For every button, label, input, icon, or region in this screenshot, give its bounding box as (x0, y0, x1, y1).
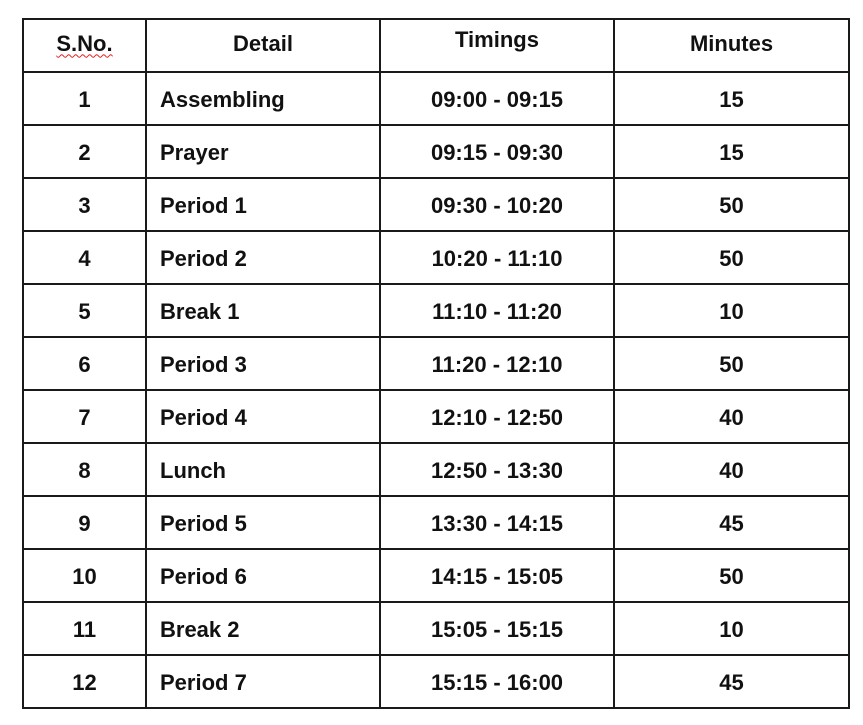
cell-detail (146, 443, 380, 496)
cell-minutes (614, 655, 849, 708)
cell-timings (380, 549, 614, 602)
cell-minutes (614, 390, 849, 443)
timings-value: 12:10 - 12:50 (430, 404, 564, 430)
table-row (23, 72, 849, 125)
timings-value: 11:10 - 11:20 (432, 298, 562, 324)
cell-timings (380, 390, 614, 443)
sno-value: 6 (78, 351, 91, 377)
cell-timings (380, 337, 614, 390)
detail-value: Period 3 (160, 351, 247, 377)
cell-minutes (614, 443, 849, 496)
cell-detail (146, 602, 380, 655)
timings-value: 15:15 - 16:00 (430, 669, 564, 695)
table-row (23, 655, 849, 708)
table-row (23, 337, 849, 390)
cell-sno (23, 602, 146, 655)
table-row (23, 231, 849, 284)
timings-value: 12:50 - 13:30 (430, 457, 564, 483)
timings-value: 14:15 - 15:05 (430, 563, 564, 589)
timings-value: 09:30 - 10:20 (430, 192, 564, 218)
sno-value: 1 (78, 86, 91, 112)
detail-value: Break 1 (160, 298, 240, 324)
sno-value: 11 (72, 616, 97, 642)
sno-value: 3 (78, 192, 91, 218)
cell-detail (146, 125, 380, 178)
cell-detail (146, 655, 380, 708)
cell-detail (146, 549, 380, 602)
detail-value: Period 1 (160, 192, 247, 218)
minutes-value: 45 (719, 510, 744, 536)
minutes-value: 10 (719, 298, 744, 324)
table-row (23, 496, 849, 549)
sno-value: 10 (72, 563, 97, 589)
cell-timings (380, 72, 614, 125)
table-row (23, 284, 849, 337)
cell-sno (23, 125, 146, 178)
sno-value: 12 (72, 669, 97, 695)
timings-value: 15:05 - 15:15 (430, 616, 564, 642)
minutes-value: 50 (719, 563, 744, 589)
cell-minutes (614, 496, 849, 549)
detail-value: Break 2 (160, 616, 240, 642)
sno-value: 8 (78, 457, 91, 483)
minutes-value: 50 (719, 351, 744, 377)
cell-minutes (614, 178, 849, 231)
header-sno-label: S.No. (56, 30, 113, 56)
table-row (23, 549, 849, 602)
detail-value: Period 4 (160, 404, 247, 430)
header-timings-label: Timings (455, 26, 539, 52)
cell-timings (380, 655, 614, 708)
cell-detail (146, 337, 380, 390)
cell-timings (380, 284, 614, 337)
cell-sno (23, 655, 146, 708)
minutes-value: 50 (719, 192, 744, 218)
table-row (23, 443, 849, 496)
minutes-value: 15 (719, 86, 744, 112)
minutes-value: 15 (719, 139, 744, 165)
timings-value: 09:15 - 09:30 (430, 139, 564, 165)
cell-sno (23, 496, 146, 549)
cell-timings (380, 125, 614, 178)
minutes-value: 40 (719, 457, 744, 483)
schedule-table (22, 18, 850, 709)
table-row (23, 125, 849, 178)
table-row (23, 390, 849, 443)
header-row (23, 19, 849, 72)
minutes-value: 40 (719, 404, 744, 430)
cell-minutes (614, 337, 849, 390)
cell-sno (23, 178, 146, 231)
detail-value: Period 6 (160, 563, 247, 589)
minutes-value: 10 (719, 616, 744, 642)
cell-sno (23, 284, 146, 337)
minutes-value: 45 (719, 669, 744, 695)
cell-sno (23, 549, 146, 602)
timings-value: 10:20 - 11:10 (431, 245, 563, 271)
header-timings (380, 19, 614, 72)
sno-value: 2 (78, 139, 91, 165)
cell-sno (23, 337, 146, 390)
sno-value: 4 (78, 245, 91, 271)
header-detail (146, 19, 380, 72)
cell-detail (146, 178, 380, 231)
cell-minutes (614, 72, 849, 125)
table-row (23, 602, 849, 655)
detail-value: Period 2 (160, 245, 247, 271)
cell-sno (23, 72, 146, 125)
detail-value: Assembling (160, 86, 285, 112)
cell-minutes (614, 284, 849, 337)
cell-timings (380, 496, 614, 549)
detail-value: Prayer (160, 139, 229, 165)
header-minutes-label: Minutes (689, 30, 774, 56)
header-sno (23, 19, 146, 72)
cell-timings (380, 178, 614, 231)
cell-sno (23, 231, 146, 284)
cell-detail (146, 231, 380, 284)
detail-value: Lunch (160, 457, 226, 483)
timings-value: 09:00 - 09:15 (430, 86, 564, 112)
detail-value: Period 7 (160, 669, 247, 695)
cell-minutes (614, 125, 849, 178)
table-row (23, 178, 849, 231)
sno-value: 7 (78, 404, 91, 430)
cell-minutes (614, 602, 849, 655)
cell-timings (380, 602, 614, 655)
timings-value: 13:30 - 14:15 (430, 510, 564, 536)
cell-timings (380, 443, 614, 496)
cell-detail (146, 390, 380, 443)
cell-sno (23, 390, 146, 443)
cell-minutes (614, 549, 849, 602)
sno-value: 9 (78, 510, 91, 536)
cell-detail (146, 72, 380, 125)
cell-detail (146, 284, 380, 337)
cell-minutes (614, 231, 849, 284)
cell-detail (146, 496, 380, 549)
cell-sno (23, 443, 146, 496)
detail-value: Period 5 (160, 510, 247, 536)
sno-value: 5 (78, 298, 91, 324)
header-minutes (614, 19, 849, 72)
minutes-value: 50 (719, 245, 744, 271)
timings-value: 11:20 - 12:10 (431, 351, 563, 377)
header-detail-label: Detail (233, 30, 293, 56)
cell-timings (380, 231, 614, 284)
